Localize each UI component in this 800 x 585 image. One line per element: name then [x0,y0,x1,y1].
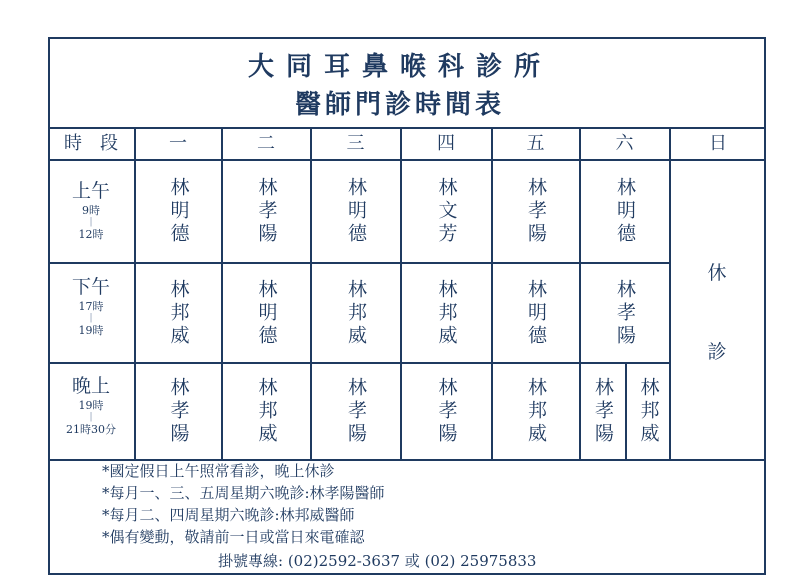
cell-evening-sat-b [627,364,669,459]
doctor-name: 林明德 [167,177,190,246]
doctor-name: 林孝陽 [435,377,458,446]
schedule-title: 醫師門診時間表 [294,90,505,120]
period-start: 9時 [82,204,100,217]
period-sep: | [89,313,93,323]
doctor-name: 林邦威 [345,278,367,348]
header-day-sat: 六 [615,133,634,154]
doctor-name: 林孝陽 [255,177,278,246]
cell-morning-tue [222,161,310,262]
cell-morning-sat [580,161,669,262]
period-evening [48,371,134,437]
note-item: *國定假日上午照常看診，晚上休診 [102,462,335,480]
period-sep: | [89,412,93,422]
phone-line: 掛號專線: (02)2592-3637 或 (02) 25975833 [218,552,537,570]
cell-morning-mon [135,161,221,262]
cell-morning-fri [492,161,579,262]
cell-afternoon-wed [311,264,400,362]
doctor-name: 林邦威 [525,377,547,446]
cell-afternoon-thu [401,264,491,362]
cell-morning-thu [401,161,491,262]
period-end: 12時 [78,228,104,241]
note-item: *偶有變動，敬請前一日或當日來電確認 [102,528,365,546]
period-name: 晚上 [71,375,110,397]
cell-evening-fri [492,364,579,459]
cell-evening-thu [401,364,491,459]
period-afternoon [48,272,134,338]
period-name: 下午 [71,276,110,298]
period-end: 21時30分 [66,423,116,436]
header-day-fri: 五 [526,133,545,154]
cell-afternoon-fri [492,264,579,362]
doctor-name: 林孝陽 [167,377,190,446]
doctor-name: 林孝陽 [592,377,614,446]
doctor-name: 林邦威 [637,377,660,446]
cell-evening-tue [222,364,310,459]
header-day-mon: 一 [169,133,187,154]
cell-evening-wed [311,364,400,459]
period-name: 上午 [71,180,110,202]
notes-list [102,460,385,548]
doctor-name: 林明德 [255,278,278,348]
header-day-wed: 三 [346,133,365,154]
period-end: 19時 [78,324,104,337]
cell-afternoon-tue [222,264,310,362]
doctor-name: 林邦威 [435,278,458,348]
doctor-name: 林孝陽 [525,177,547,246]
doctor-name: 林邦威 [167,278,190,348]
header-day-tue: 二 [257,133,275,154]
closed-char-1: 休 [707,262,727,284]
note-item: *每月一、三、五周星期六晚診:林孝陽醫師 [102,484,385,502]
doctor-name: 林孝陽 [345,377,367,446]
header-period: 時 段 [64,133,118,154]
cell-evening-mon [135,364,221,459]
doctor-name: 林邦威 [255,377,278,446]
doctor-name: 林明德 [525,278,547,348]
doctor-name: 林明德 [614,177,636,246]
doctor-name: 林文芳 [435,177,458,246]
header-day-sun: 日 [709,133,727,154]
doctor-name: 林孝陽 [614,278,636,348]
note-item: *每月二、四周星期六晚診:林邦威醫師 [102,506,355,524]
doctor-name: 林明德 [345,177,367,246]
header-day-thu: 四 [437,133,455,154]
period-start: 17時 [78,300,104,313]
cell-evening-sat-a [580,364,625,459]
cell-afternoon-mon [135,264,221,362]
period-morning [48,176,134,242]
closed-char-2: 診 [707,341,727,363]
sunday-closed [670,258,764,364]
period-start: 19時 [78,399,104,412]
cell-morning-wed [311,161,400,262]
period-sep: | [89,217,93,227]
clinic-name: 大同耳鼻喉科診所 [247,52,552,82]
cell-afternoon-sat [580,264,669,362]
